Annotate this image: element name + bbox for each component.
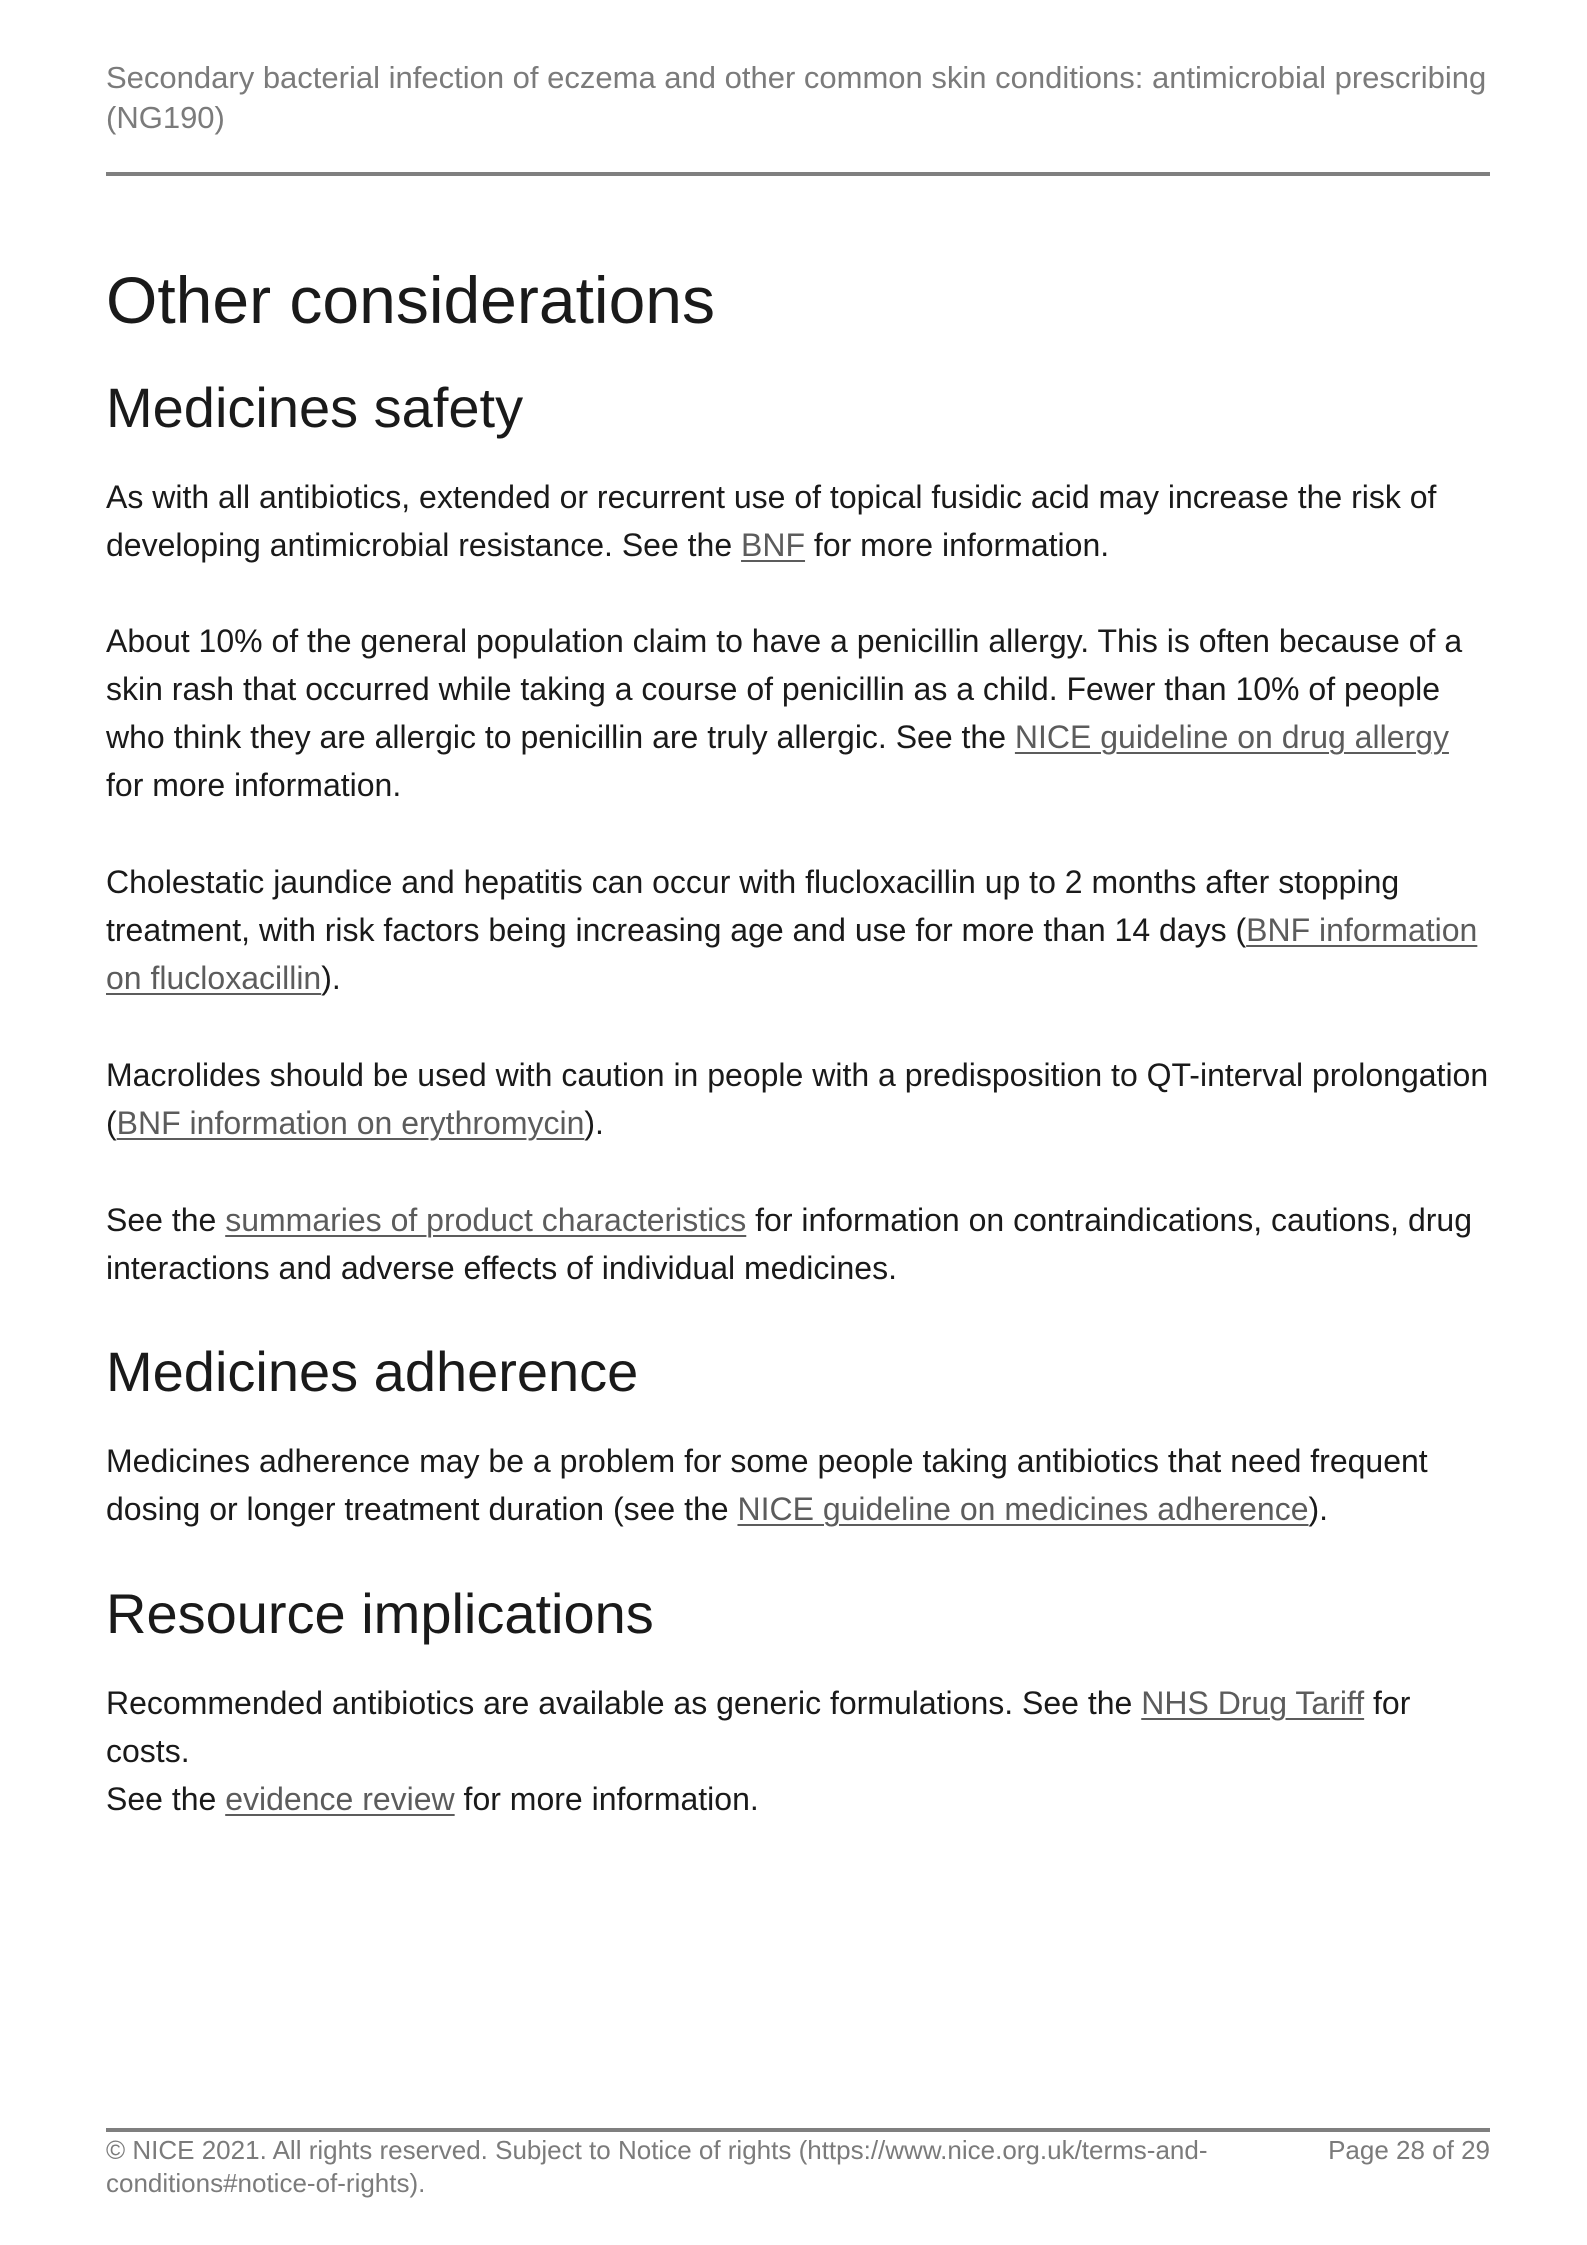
paragraph-text: for more information. bbox=[454, 1781, 759, 1817]
link-nice-drug-allergy[interactable]: NICE guideline on drug allergy bbox=[1014, 719, 1449, 755]
link-summaries-product-characteristics[interactable]: summaries of product characteristics bbox=[225, 1202, 747, 1238]
paragraph-text: About 10% of the general population claim to have a penicillin allergy. This is often because of a skin rash that occurred while taking a course of penicillin as a child. Fewer than 10% of people who think they are allergic to penicillin are truly allergic. See the bbox=[106, 623, 1463, 755]
paragraph-text: for more information. bbox=[805, 527, 1110, 563]
link-bnf-flucloxacillin[interactable]: BNF information on flucloxacillin bbox=[106, 912, 1478, 996]
paragraph-text: for information on contraindications, cautions, drug interactions and adverse effects of individual medicines. bbox=[106, 1202, 1472, 1286]
paragraph-macrolides bbox=[106, 1051, 1490, 1147]
link-bnf-erythromycin[interactable]: BNF information on erythromycin bbox=[116, 1105, 585, 1141]
paragraph-evidence-review bbox=[106, 1775, 1490, 1823]
paragraph-text: See the bbox=[106, 1202, 226, 1238]
link-nhs-drug-tariff[interactable]: NHS Drug Tariff bbox=[1141, 1685, 1365, 1721]
paragraph-product-characteristics bbox=[106, 1196, 1490, 1292]
document-page bbox=[106, 0, 1490, 2245]
page-title: Other considerations bbox=[106, 263, 715, 337]
paragraph-text: for costs. bbox=[106, 1685, 1411, 1769]
header-divider bbox=[106, 172, 1490, 176]
footer-copyright: © NICE 2021. All rights reserved. Subject to Notice of rights (https://www.nice.org.uk/terms-and-conditions#notice-of-rights). bbox=[106, 2135, 1208, 2198]
link-evidence-review[interactable]: evidence review bbox=[225, 1781, 455, 1817]
paragraph-text: for more information. bbox=[106, 767, 402, 803]
paragraph-text: See the bbox=[106, 1781, 226, 1817]
paragraph-text: ). bbox=[321, 960, 341, 996]
section-heading-medicines-safety: Medicines safety bbox=[106, 376, 524, 439]
paragraph-text: ). bbox=[584, 1105, 604, 1141]
link-bnf[interactable]: BNF bbox=[741, 527, 806, 563]
paragraph-generic-formulations bbox=[106, 1679, 1490, 1775]
document-header: Secondary bacterial infection of eczema and other common skin conditions: antimicrobial prescribing (NG190) bbox=[106, 60, 1487, 135]
paragraph-penicillin-allergy bbox=[106, 617, 1490, 809]
paragraph-text: As with all antibiotics, extended or recurrent use of topical fusidic acid may increase the risk of developing antimicrobial resistance. See the bbox=[106, 479, 1437, 563]
paragraph-adherence bbox=[106, 1437, 1490, 1533]
paragraph-flucloxacillin bbox=[106, 858, 1490, 1002]
paragraph-text: ). bbox=[1308, 1491, 1329, 1527]
footer-page-number: Page 28 of 29 bbox=[1328, 2135, 1490, 2165]
section-heading-medicines-adherence: Medicines adherence bbox=[106, 1340, 639, 1403]
paragraph-antimicrobial-resistance bbox=[106, 473, 1490, 569]
link-nice-medicines-adherence[interactable]: NICE guideline on medicines adherence bbox=[737, 1491, 1309, 1527]
footer-divider bbox=[106, 2128, 1490, 2132]
paragraph-text: Medicines adherence may be a problem for some people taking antibiotics that need frequent dosing or longer treatment duration (see the bbox=[106, 1443, 1428, 1527]
paragraph-text: Cholestatic jaundice and hepatitis can occur with flucloxacillin up to 2 months after stopping treatment, with risk factors being increasing age and use for more than 14 days ( bbox=[106, 864, 1400, 948]
paragraph-text: Macrolides should be used with caution in people with a predisposition to QT-interval prolongation ( bbox=[106, 1057, 1489, 1141]
paragraph-text: Recommended antibiotics are available as generic formulations. See the bbox=[106, 1685, 1142, 1721]
section-heading-resource-implications: Resource implications bbox=[106, 1582, 654, 1645]
